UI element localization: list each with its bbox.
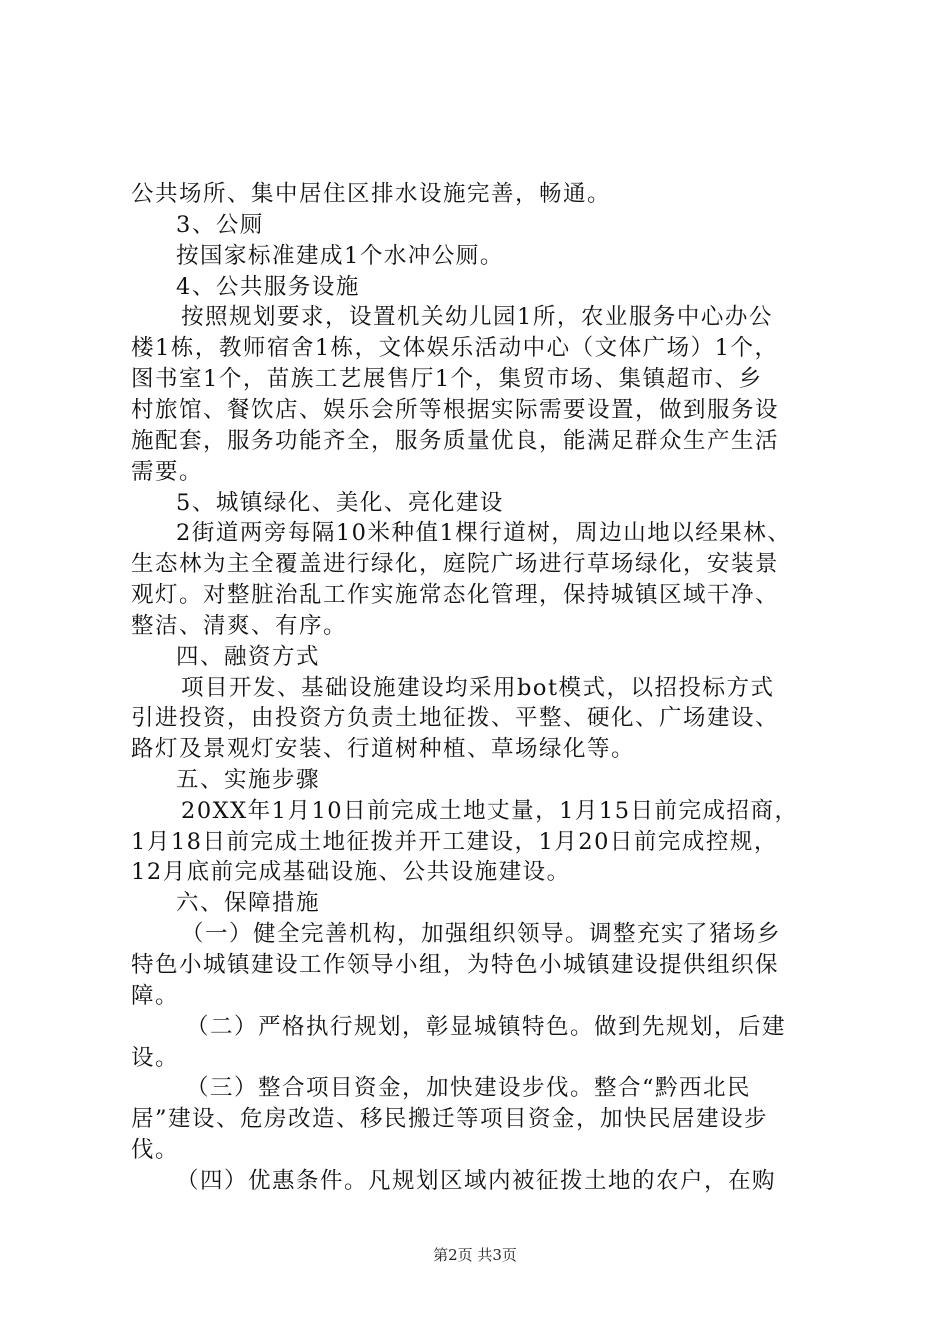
- text-line: 按国家标准建成1个水冲公厕。: [176, 243, 504, 269]
- text-line: （一）健全完善机构，加强组织领导。调整充实了猪场乡: [181, 921, 782, 947]
- section-heading: 5、城镇绿化、美化、亮化建设: [176, 490, 504, 516]
- text-line: 项目开发、基础设施建设均采用bot模式，以招投标方式: [181, 675, 775, 701]
- text-line: 特色小城镇建设工作领导小组，为特色小城镇建设提供组织保: [131, 952, 780, 978]
- section-heading: 六、保障措施: [176, 890, 321, 916]
- text-line: 整洁、清爽、有序。: [131, 613, 348, 639]
- text-line: 伐。: [131, 1137, 180, 1163]
- text-line: 12月底前完成基础设施、公共设施建设。: [131, 859, 571, 885]
- section-heading: 五、实施步骤: [176, 767, 321, 793]
- text-line: 村旅馆、餐饮店、娱乐会所等根据实际需要设置，做到服务设: [131, 397, 780, 423]
- text-line: （四）优惠条件。凡规划区域内被征拨土地的农户，在购: [176, 1168, 777, 1194]
- text-line: 观灯。对整脏治乱工作实施常态化管理，保持城镇区域干净、: [131, 582, 780, 608]
- section-heading: 3、公厕: [176, 212, 264, 238]
- text-line: 楼1栋，教师宿舍1栋，文体娱乐活动中心（文体广场）1个，: [131, 335, 779, 361]
- text-line: 引进投资，由投资方负责土地征拨、平整、硬化、广场建设、: [131, 705, 780, 731]
- text-line: 2街道两旁每隔10米种值1棵行道树，周边山地以经果林、: [176, 520, 792, 546]
- text-line: 设。: [131, 1045, 180, 1071]
- text-line: 1月18日前完成土地征拨并开工建设，1月20日前完成控规，: [131, 829, 778, 855]
- section-heading: 四、融资方式: [176, 644, 321, 670]
- text-line: 需要。: [131, 459, 204, 485]
- text-line: 路灯及景观灯安装、行道树种植、草场绿化等。: [131, 736, 636, 762]
- text-line: 生态林为主全覆盖进行绿化，庭院广场进行草场绿化，安装景: [131, 551, 780, 577]
- text-line: （三）整合项目资金，加快建设步伐。整合“黔西北民: [186, 1075, 752, 1101]
- text-line: 按照规划要求，设置机关幼儿园1所，农业服务中心办公: [181, 304, 773, 330]
- page-footer: 第2页 共3页: [433, 1246, 517, 1264]
- text-line: 20XX年1月10日前完成土地丈量，1月15日前完成招商，: [181, 798, 799, 824]
- text-line: 障。: [131, 983, 180, 1009]
- section-heading: 4、公共服务设施: [176, 274, 360, 300]
- text-line: （二）严格执行规划，彰显城镇特色。做到先规划，后建: [186, 1014, 787, 1040]
- text-line: 居”建设、危房改造、移民搬迁等项目资金，加快民居建设步: [131, 1106, 769, 1132]
- text-line: 公共场所、集中居住区排水设施完善，畅通。: [131, 181, 612, 207]
- text-line: 施配套，服务功能齐全，服务质量优良，能满足群众生产生活: [131, 428, 780, 454]
- text-line: 图书室1个，苗族工艺展售厅1个，集贸市场、集镇超市、乡: [131, 366, 763, 392]
